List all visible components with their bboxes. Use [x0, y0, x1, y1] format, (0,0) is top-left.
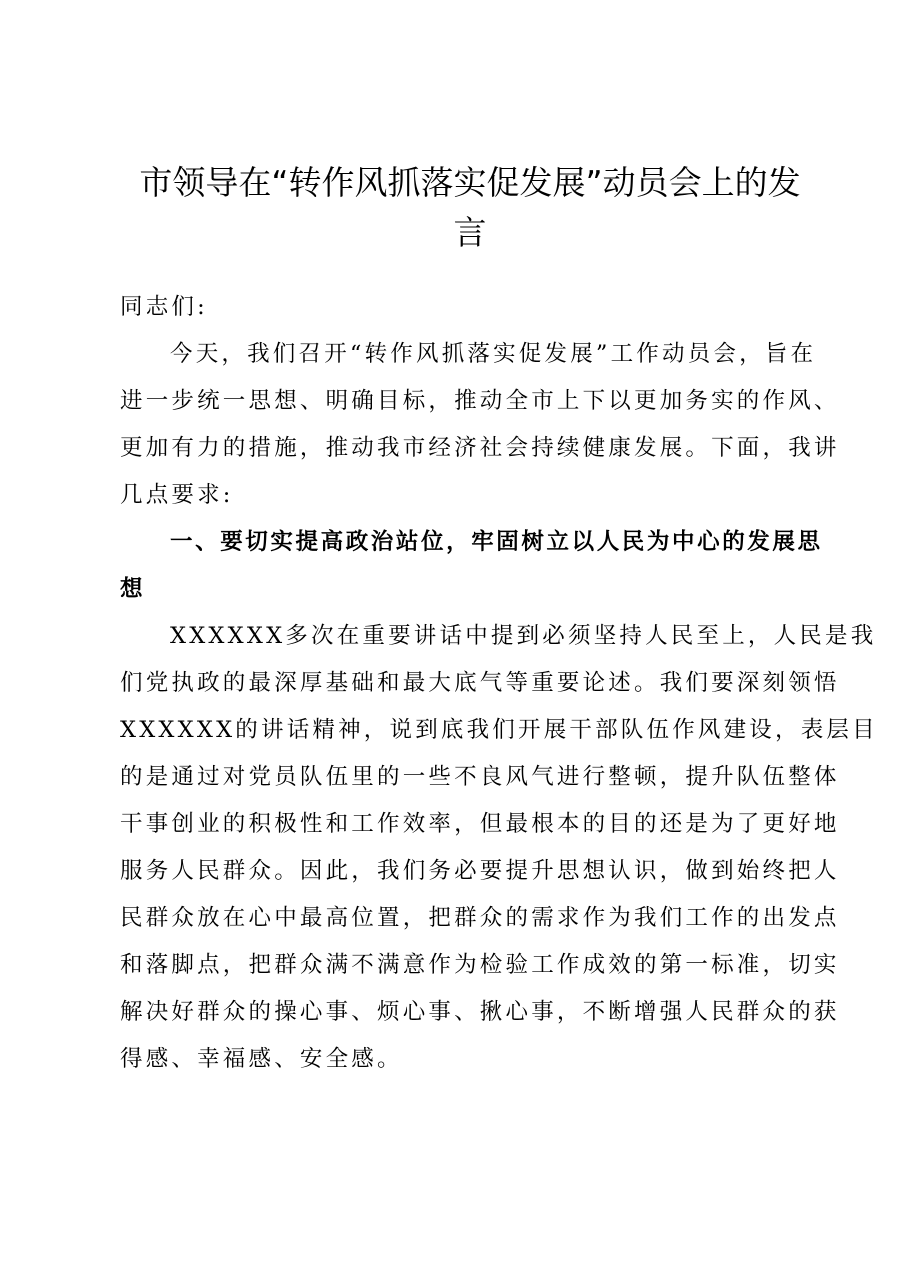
paragraph-intro [120, 331, 840, 519]
title-line: 言 [453, 213, 487, 252]
section-heading-1 [120, 519, 823, 613]
paragraph-line: 进一步统一思想、明确目标，推动全市上下以更加务实的作风、 [120, 388, 840, 414]
paragraph-line: 几点要求: [120, 482, 234, 508]
paragraph-line: 的是通过对党员队伍里的一些不良风气进行整顿，提升队伍整体 [120, 764, 840, 790]
salutation-line: 同志们: [120, 294, 208, 320]
document-title [110, 158, 830, 258]
paragraph-line: 今天，我们召开“转作风抓落实促发展”工作动员会，旨在 [170, 341, 817, 367]
title-line: 市领导在“转作风抓落实促发展”动员会上的发 [139, 163, 801, 202]
paragraph-line: 民群众放在心中最高位置，把群众的需求作为我们工作的出发点 [120, 905, 840, 931]
paragraph-line: 服务人民群众。因此，我们务必要提升思想认识，做到始终把人 [120, 858, 840, 884]
document-body [120, 284, 878, 1083]
paragraph-line: XXXXXX的讲话精神，说到底我们开展干部队伍作风建设，表层目 [120, 717, 878, 743]
paragraph-line: 得感、幸福感、安全感。 [120, 1046, 403, 1072]
heading-line: 想 [120, 576, 146, 602]
paragraph-line: XXXXXX多次在重要讲话中提到必须坚持人民至上，人民是我 [170, 623, 877, 649]
paragraph-line: 更加有力的措施，推动我市经济社会持续健康发展。下面，我讲 [120, 435, 840, 461]
paragraph-line: 解决好群众的操心事、烦心事、揪心事，不断增强人民群众的获 [120, 999, 840, 1025]
paragraph-line: 们党执政的最深厚基础和最大底气等重要论述。我们要深刻领悟 [120, 670, 840, 696]
salutation [120, 284, 810, 331]
paragraph-section-1 [120, 613, 878, 1083]
paragraph-line: 干事创业的积极性和工作效率，但最根本的目的还是为了更好地 [120, 811, 840, 837]
heading-line: 一、要切实提高政治站位，牢固树立以人民为中心的发展思 [170, 529, 823, 555]
paragraph-line: 和落脚点，把群众满不满意作为检验工作成效的第一标准，切实 [120, 952, 840, 978]
